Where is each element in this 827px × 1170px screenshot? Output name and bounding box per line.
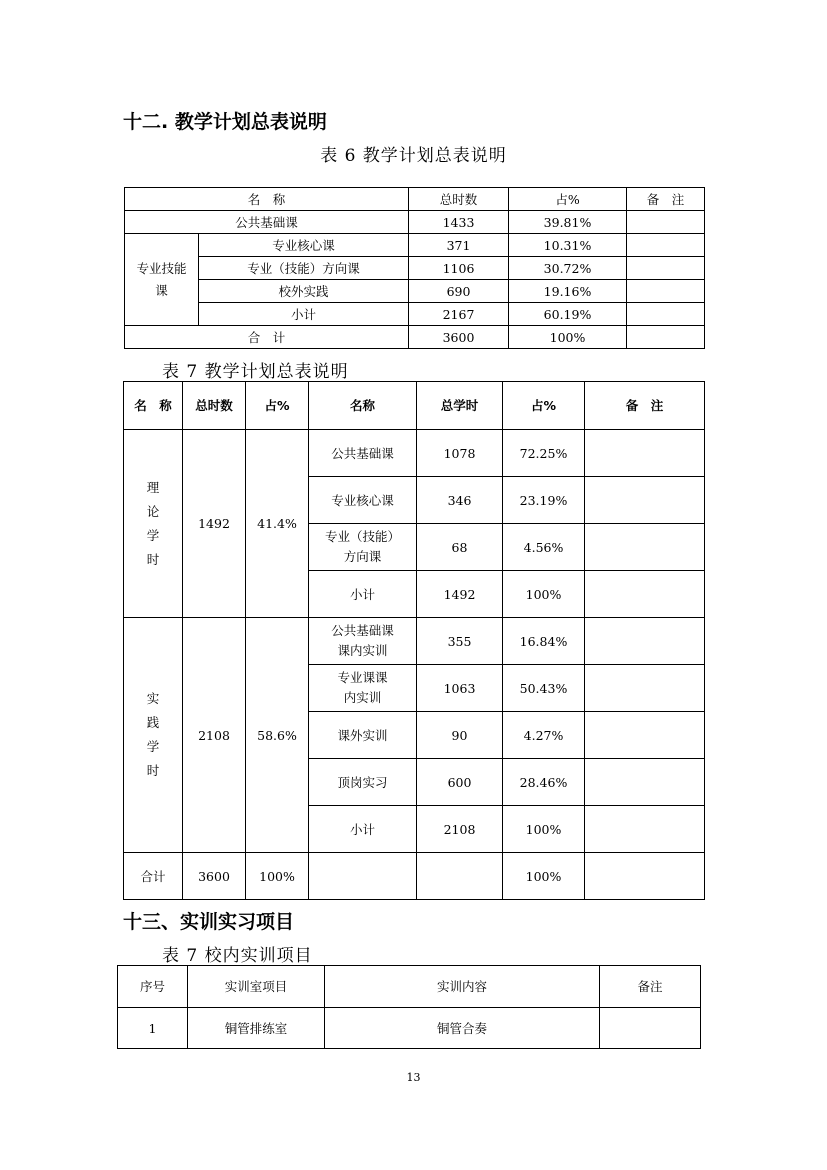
- table7-sub-pct: 72.25%: [503, 430, 585, 477]
- table6-row-remark: [627, 280, 705, 303]
- table6-public-remark: [627, 211, 705, 234]
- table7-practice-label: [124, 618, 183, 853]
- table8-row-content: 铜管合奏: [325, 1008, 600, 1049]
- table7-sub-pct: 100%: [503, 806, 585, 853]
- table7-sub-remark: [585, 618, 705, 665]
- table7-header-remark: 备 注: [585, 382, 705, 430]
- table6-row-pct: 30.72%: [509, 257, 627, 280]
- table6-row-remark: [627, 303, 705, 326]
- table6-total-remark: [627, 326, 705, 349]
- table6-row-name: 专业（技能）方向课: [199, 257, 409, 280]
- section-12-title: 十二. 教学计划总表说明: [123, 111, 327, 133]
- table7-sub-name: 小计: [309, 806, 417, 853]
- table8-header-row: [118, 966, 701, 1008]
- table-row: [118, 1008, 701, 1049]
- table8-row-remark: [600, 1008, 701, 1049]
- table7-practice-label-text: 实践学时: [146, 691, 160, 778]
- table6-row-pct: 60.19%: [509, 303, 627, 326]
- section-13-title: 十三、实训实习项目: [123, 911, 295, 933]
- table7-sub-name: [309, 665, 417, 712]
- table6-total-hours: 3600: [409, 326, 509, 349]
- table7-header-sub-name: 名称: [309, 382, 417, 430]
- table6-row-remark: [627, 257, 705, 280]
- table7-sub-name: 公共基础课: [309, 430, 417, 477]
- table6-header-hours: 总时数: [409, 188, 509, 211]
- table7-header-name: 名 称: [124, 382, 183, 430]
- table7-sub-remark: [585, 477, 705, 524]
- table7-sub-name-text: 专业课课内实训: [337, 670, 388, 705]
- table7-total-hours: 3600: [183, 853, 246, 900]
- table-row: [124, 430, 705, 477]
- table8-header-content: 实训内容: [325, 966, 600, 1008]
- table-row: [124, 618, 705, 665]
- table6-group-label: [125, 234, 199, 326]
- table8-header-remark: 备注: [600, 966, 701, 1008]
- table7-sub-remark: [585, 806, 705, 853]
- table6-group-label-text: 专业技能课: [136, 260, 187, 298]
- table7-sub-hours: 346: [417, 477, 503, 524]
- table8-header-no: 序号: [118, 966, 188, 1008]
- table7-theory-hours: 1492: [183, 430, 246, 618]
- table8-header-room: 实训室项目: [188, 966, 325, 1008]
- table6-row-name: 校外实践: [199, 280, 409, 303]
- table6-header-pct: 占%: [509, 188, 627, 211]
- table6-row-remark: [627, 234, 705, 257]
- table7-header-row: [124, 382, 705, 430]
- table7-sub-name: 顶岗实习: [309, 759, 417, 806]
- table7-sub-remark: [585, 759, 705, 806]
- table7-sub-hours: 1492: [417, 571, 503, 618]
- table7-sub-pct: 100%: [503, 571, 585, 618]
- table8-row-room: 铜管排练室: [188, 1008, 325, 1049]
- table7-sub-name-text: 专业（技能）方向课: [324, 529, 400, 564]
- table6-row-pct: 19.16%: [509, 280, 627, 303]
- table7-sub-pct: 4.27%: [503, 712, 585, 759]
- table7-practice-pct: 58.6%: [246, 618, 309, 853]
- table6-row-name: 小计: [199, 303, 409, 326]
- table7-theory-label-text: 理论学时: [146, 479, 160, 567]
- table7-sub-name: [309, 618, 417, 665]
- table7-sub-pct: 28.46%: [503, 759, 585, 806]
- table7-sub-name: 小计: [309, 571, 417, 618]
- table7-total-row: [124, 853, 705, 900]
- table6-row-hours: 2167: [409, 303, 509, 326]
- table8-caption: 表 7 校内实训项目: [162, 946, 313, 966]
- table8: [117, 965, 701, 1049]
- table7-sub-pct: 4.56%: [503, 524, 585, 571]
- table7-sub-remark: [585, 571, 705, 618]
- table6-header-name: 名 称: [125, 188, 409, 211]
- table7-theory-pct: 41.4%: [246, 430, 309, 618]
- table6-total-name: 合 计: [125, 326, 409, 349]
- table7-sub-hours: 1078: [417, 430, 503, 477]
- table-row: [125, 280, 705, 303]
- table7-theory-label: [124, 430, 183, 618]
- table7-sub-hours: 355: [417, 618, 503, 665]
- table6-row-hours: 371: [409, 234, 509, 257]
- table7-total-sub-pct: 100%: [503, 853, 585, 900]
- table7-sub-pct: 16.84%: [503, 618, 585, 665]
- page-number: 13: [406, 1071, 421, 1084]
- table7-sub-hours: 600: [417, 759, 503, 806]
- table7-header-sub-pct: 占%: [503, 382, 585, 430]
- table6-row-hours: 1106: [409, 257, 509, 280]
- table-row: [125, 257, 705, 280]
- table7-total-sub-name: [309, 853, 417, 900]
- table7-sub-pct: 23.19%: [503, 477, 585, 524]
- table8-row-no: 1: [118, 1008, 188, 1049]
- table7-sub-hours: 2108: [417, 806, 503, 853]
- table-row: [125, 211, 705, 234]
- table6-total-pct: 100%: [509, 326, 627, 349]
- table7-total-label: 合计: [124, 853, 183, 900]
- table7-sub-name: 课外实训: [309, 712, 417, 759]
- table7-header-pct: 占%: [246, 382, 309, 430]
- table7-sub-hours: 68: [417, 524, 503, 571]
- table7-sub-hours: 90: [417, 712, 503, 759]
- table6-header-row: [125, 188, 705, 211]
- table7-sub-hours: 1063: [417, 665, 503, 712]
- table7-sub-name: [309, 524, 417, 571]
- table6-public-name: 公共基础课: [125, 211, 409, 234]
- table7-sub-name-text: 公共基础课课内实训: [331, 623, 394, 658]
- table7-header-sub-hours: 总学时: [417, 382, 503, 430]
- table7-header-hours: 总时数: [183, 382, 246, 430]
- table6-public-hours: 1433: [409, 211, 509, 234]
- table7-sub-name: 专业核心课: [309, 477, 417, 524]
- table7-caption: 表 7 教学计划总表说明: [162, 362, 349, 382]
- table7: [123, 381, 705, 900]
- table6-caption: 表 6 教学计划总表说明: [320, 146, 507, 166]
- table6-header-remark: 备 注: [627, 188, 705, 211]
- table6-public-pct: 39.81%: [509, 211, 627, 234]
- table7-sub-pct: 50.43%: [503, 665, 585, 712]
- table7-sub-remark: [585, 430, 705, 477]
- table6-row-hours: 690: [409, 280, 509, 303]
- table6-total-row: [125, 326, 705, 349]
- table7-sub-remark: [585, 665, 705, 712]
- table7-total-sub-hours: [417, 853, 503, 900]
- table6-row-name: 专业核心课: [199, 234, 409, 257]
- table7-total-remark: [585, 853, 705, 900]
- table-row: [125, 234, 705, 257]
- table-row: [125, 303, 705, 326]
- table7-sub-remark: [585, 524, 705, 571]
- table7-sub-remark: [585, 712, 705, 759]
- table6: [124, 187, 705, 349]
- table6-row-pct: 10.31%: [509, 234, 627, 257]
- table7-total-pct: 100%: [246, 853, 309, 900]
- table7-practice-hours: 2108: [183, 618, 246, 853]
